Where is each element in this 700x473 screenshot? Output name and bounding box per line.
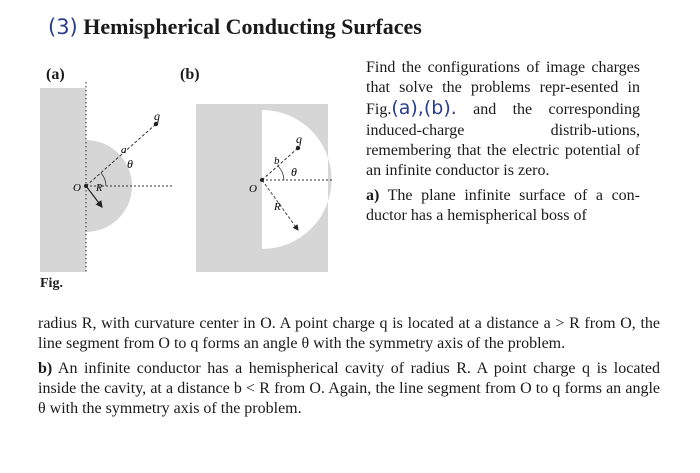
diagram-a [40,82,172,272]
handwritten-annotation: (a),(b). [391,97,457,120]
label-q-a: q [154,109,160,123]
label-R-b: R [274,201,281,213]
side-p1-text-after: and the corresponding induced-charge distrib-utions, remembering that the electric potential of an infinite conductor is zero. [366,101,640,180]
figure-label-a: (a) [46,66,65,83]
label-theta-b: θ [291,165,297,179]
side-text [366,58,640,232]
side-paragraph-1 [366,58,640,181]
section-heading: Hemispherical Conducting Surfaces [83,14,422,39]
bottom-paragraph-1: radius R, with curvature center in O. A point charge q is located at a distance a > R from O, the line segment from O to q forms an angle θ with the symmetry axis of the problem. [38,315,660,353]
label-theta-a: θ [127,157,133,171]
center-point-a [84,184,88,188]
part-b-text: An infinite conductor has a hemispherical cavity of radius R. A point charge q is located inside the cavity, at a distance b < R from O. Again, the line segment from O to q forms an angle θ with the symmetry axis of the problem. [38,359,661,418]
part-b-label: b) [38,359,53,377]
fig-caption-label: Fig. [40,276,63,291]
side-paragraph-2 [366,186,640,226]
bottom-paragraph-2 [38,359,660,420]
label-O-b: O [249,183,257,195]
label-q-b: q [296,132,302,146]
label-R-a: R [96,183,103,194]
label-b: b [274,155,280,167]
part-a-label: a) [366,187,380,205]
conductor-plane-a [40,88,86,272]
side-p1-text: Find the configurations of image charges that solve the problems repr-esented in Fig. [366,59,640,119]
label-O-a: O [73,182,81,194]
center-point-b [260,178,264,182]
part-a-text: The plane infinite surface of a con-ductor has a hemispherical boss of [366,187,640,225]
charge-point-b [296,146,300,150]
label-a: a [121,144,127,156]
theta-arc-b [278,166,284,180]
section-number: (3) [48,15,78,39]
bottom-text [38,314,660,423]
figure-label-b: (b) [180,66,200,83]
conductor-with-cavity [196,104,332,272]
diagram-b [196,104,334,272]
